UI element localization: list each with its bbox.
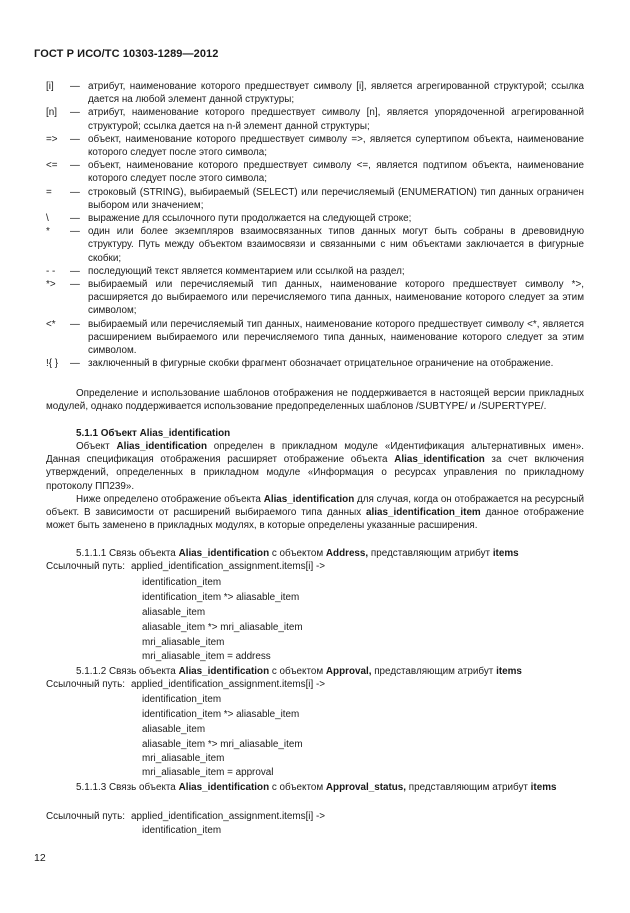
section-entity: Alias_identification <box>139 428 231 439</box>
path-line: applied_identification_assignment.items[i] -> <box>131 679 326 690</box>
definition-item <box>46 225 584 265</box>
definition-dash: — <box>70 107 80 119</box>
definition-symbol: * <box>46 226 50 238</box>
definition-item <box>46 357 584 370</box>
definition-text: заключенный в фигурные скобки фрагмент обозначает отрицательное ограничение на отображение. <box>88 358 554 370</box>
path-line: aliasable_item *> mri_aliasable_item <box>142 739 303 750</box>
definition-text: строковый (STRING), выбираемый (SELECT) или перечисляемый (ENUMERATION) тип данных ограничен выбором или значением; <box>88 186 584 211</box>
page-header: ГОСТ Р ИСО/ТС 10303-1289—2012 <box>34 48 219 60</box>
definition-text: выбираемый или перечисляемый тип данных, наименование которого предшествует символу *>, расширяется до выбираемого или перечисляемого типа данных, наименование которого следует за этим символом; <box>88 279 584 317</box>
definition-item <box>46 159 584 185</box>
definition-symbol: => <box>46 133 58 145</box>
entity-description-paragraph: Объект Alias_identification определен в прикладном модуле «Идентификация альтернативных имен». Данная спецификация отображения расширяет отображение объекта Alias_identification за счет включения утверждений, определенных в прикладном модуле «Информация о ресурсах управления по прикладному протоколу ПП239». <box>46 441 584 492</box>
reference-path-label: Ссылочный путь: <box>46 679 125 690</box>
definition-dash: — <box>70 318 80 330</box>
definition-dash: — <box>70 358 80 370</box>
path-line: identification_item *> aliasable_item <box>142 592 300 603</box>
reference-path-label: Ссылочный путь: <box>46 811 125 822</box>
definition-item <box>46 133 584 159</box>
definition-dash: — <box>70 133 80 145</box>
section-title-prefix: Объект <box>100 428 137 439</box>
path-line: identification_item *> aliasable_item <box>142 709 300 720</box>
definition-dash: — <box>70 265 80 277</box>
definition-symbol: !{ } <box>46 358 59 370</box>
definition-text: атрибут, наименование которого предшествует символу [i], является агрегированной структурой; ссылка дается на любой элемент данной структуры; <box>88 81 584 106</box>
definition-symbol: \ <box>46 213 49 225</box>
subsection-heading: 5.1.1.3 Связь объекта Alias_identification с объектом Approval_status, представляющим атрибут items <box>76 782 557 793</box>
definition-text: последующий текст является комментарием или ссылкой на раздел; <box>88 265 405 277</box>
subsection-heading: 5.1.1.1 Связь объекта Alias_identification с объектом Address, представляющим атрибут items <box>76 548 519 559</box>
definition-text: выбираемый или перечисляемый тип данных, наименование которого предшествует символу <*, является расширением выбираемого или перечисляемого типа данных, наименование которого следует за этим символом. <box>88 318 584 357</box>
definition-symbol: [n] <box>46 107 57 119</box>
path-line: identification_item <box>142 577 222 588</box>
templates-paragraph: Определение и использование шаблонов отображения не поддерживается в настоящей версии прикладных модулей, однако поддерживается использование предопределенных шаблонов /SUBTYPE/ и /SUPERTYPE/. <box>46 388 584 413</box>
definition-item <box>46 106 584 132</box>
definition-item <box>46 278 584 318</box>
definition-symbol: [i] <box>46 81 54 92</box>
mapping-paragraph: Ниже определено отображение объекта Alias_identification для случая, когда он отображается на ресурсный объект. В зависимости от расширений выбираемого типа данных alias_identification_item данное отображение может быть заменено в прикладных модулях, в которые определены указанные расширения. <box>46 494 584 532</box>
type-name: alias_identification_item <box>366 507 481 519</box>
path-line: aliasable_item *> mri_aliasable_item <box>142 622 303 633</box>
definition-dash: — <box>70 279 80 291</box>
definition-dash: — <box>70 186 80 198</box>
definition-dash: — <box>70 160 80 172</box>
definition-text: атрибут, наименование которого предшествует символу [n], является упорядоченной агрегированной структурой; ссылка дается на n-й элемент данной структуры; <box>88 107 584 132</box>
path-line: mri_aliasable_item = address <box>142 651 271 662</box>
path-line: aliasable_item <box>142 607 206 618</box>
definition-text: выражение для ссылочного пути продолжается на следующей строке; <box>88 213 412 225</box>
definition-symbol: - - <box>46 265 56 277</box>
entity-name: Alias_identification <box>116 441 207 452</box>
definition-symbol: = <box>46 186 52 198</box>
path-line: mri_aliasable_item <box>142 637 225 648</box>
definition-item <box>46 212 584 225</box>
path-line: applied_identification_assignment.items[i] -> <box>131 561 326 572</box>
definition-symbol: <* <box>46 318 56 330</box>
subsection-heading: 5.1.1.2 Связь объекта Alias_identification с объектом Approval, представляющим атрибут items <box>76 666 522 677</box>
definition-symbol: *> <box>46 279 56 291</box>
path-line: applied_identification_assignment.items[i] -> <box>131 811 326 822</box>
definition-text: объект, наименование которого предшествует символу <=, является подтипом объекта, наименование которого следует после этого символа; <box>88 160 584 185</box>
definition-text: объект, наименование которого предшествует символу =>, является супертипом объекта, наименование которого следует после этого символа; <box>88 133 584 159</box>
path-line: identification_item <box>142 825 222 836</box>
entity-name: Alias_identification <box>394 454 485 466</box>
reference-path-label: Ссылочный путь: <box>46 561 125 572</box>
section-heading <box>76 427 230 440</box>
entity-name: Alias_identification <box>263 494 355 505</box>
definition-item <box>46 318 584 358</box>
definition-dash: — <box>70 226 80 238</box>
path-line: mri_aliasable_item <box>142 753 225 764</box>
definition-item <box>46 186 584 212</box>
definition-dash: — <box>70 213 80 225</box>
definition-item <box>46 265 584 278</box>
page-number: 12 <box>34 852 46 864</box>
definition-list <box>46 80 584 370</box>
path-line: identification_item <box>142 694 222 705</box>
path-line: mri_aliasable_item = approval <box>142 767 274 778</box>
path-line: aliasable_item <box>142 724 206 735</box>
definition-item <box>46 80 584 106</box>
definition-text: один или более экземпляров взаимосвязанных типов данных могут быть собраны в древовидную структуру. Путь между объектом взаимосвязи и связанными с ним объектами заключается в фигурные скобки; <box>88 226 584 264</box>
section-number: 5.1.1 <box>76 428 98 439</box>
definition-dash: — <box>70 81 80 92</box>
definition-symbol: <= <box>46 160 58 172</box>
